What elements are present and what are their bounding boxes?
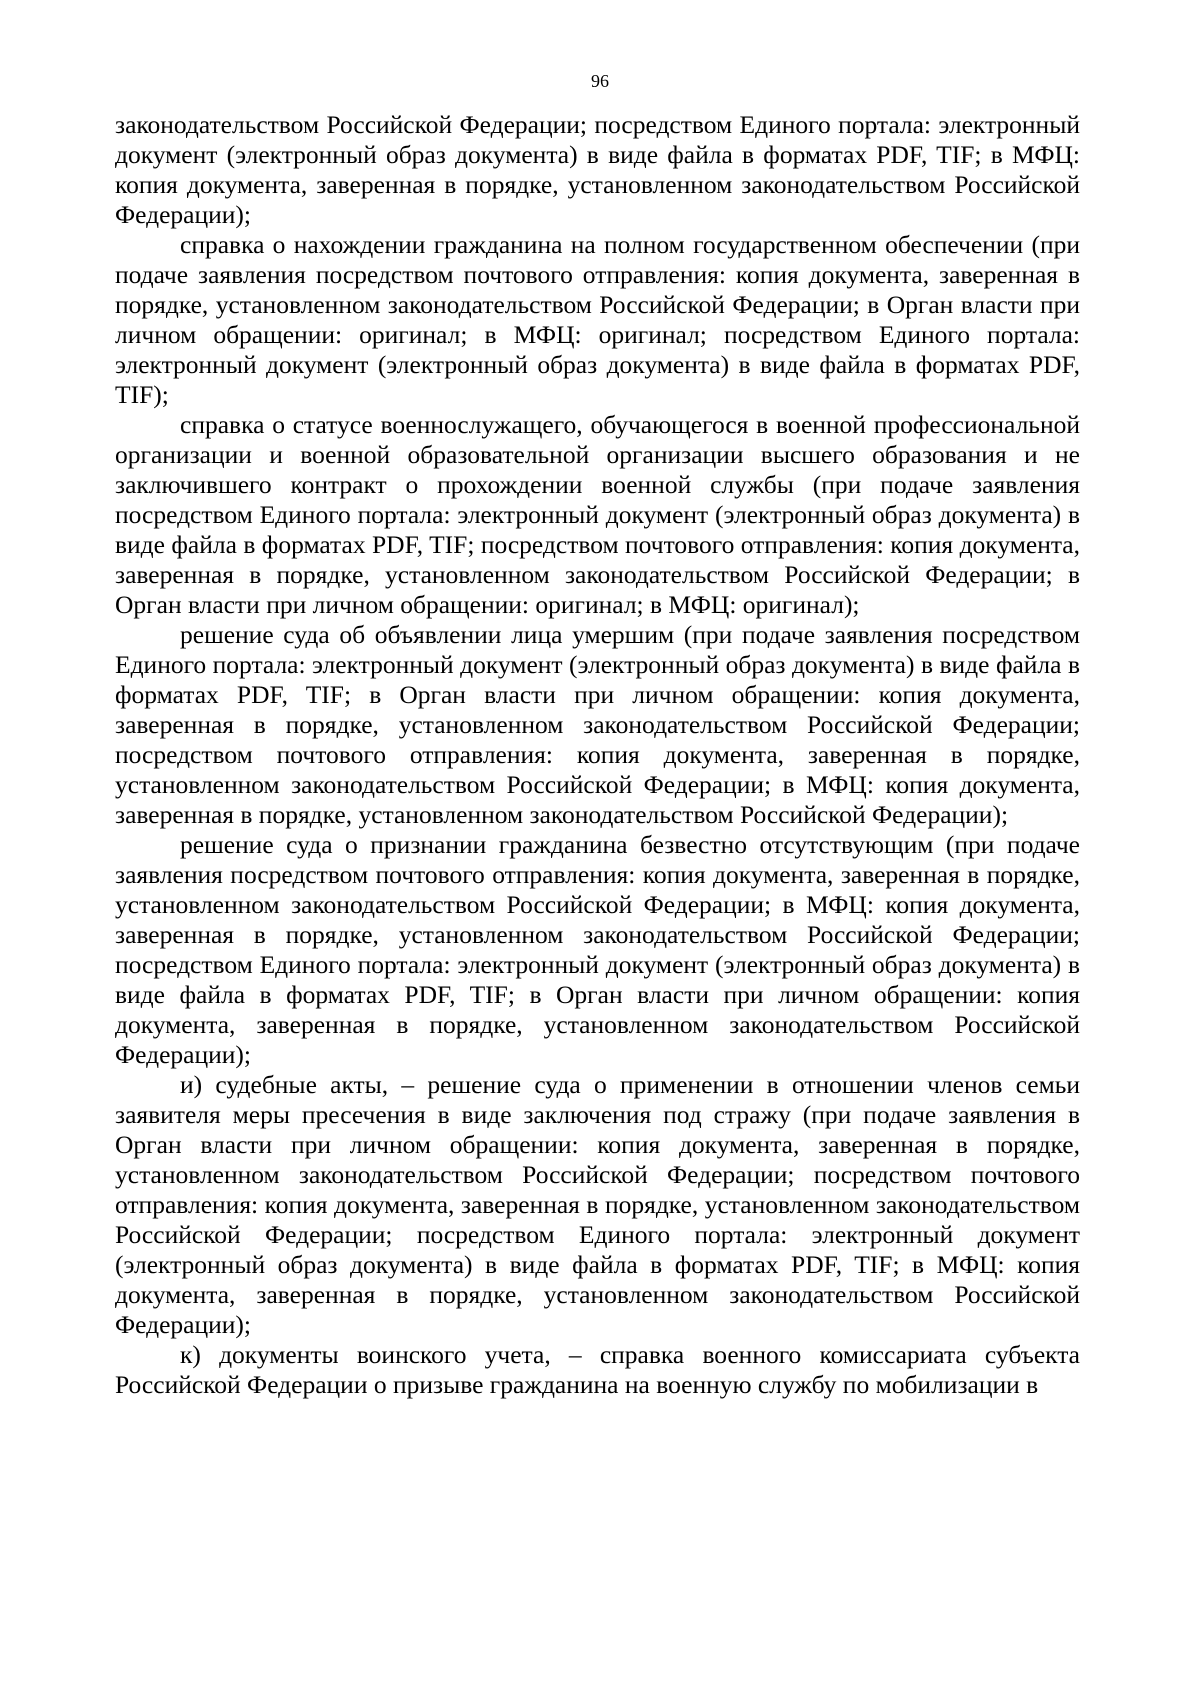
paragraph-item-k-military-records: к) документы воинского учета, – справка военного комиссариата субъекта Российской Федерации о призыве гражданина на военную службу по мобилизации в <box>115 1340 1080 1399</box>
paragraph-court-decision-deceased: решение суда об объявлении лица умершим (при подаче заявления посредством Единого портала: электронный документ (электронный образ документа) в виде файла в форматах PDF, TIF; в Орган власти при личном обращении: копия документа, заверенная в порядке, установленном законодательством Российской Федерации; посредством почтового отправления: копия документа, заверенная в порядке, установленном законодательством Российской Федерации; в МФЦ: копия документа, заверенная в порядке, установленном законодательством Российской Федерации); <box>115 620 1080 829</box>
paragraph-state-support-certificate: справка о нахождении гражданина на полном государственном обеспечении (при подаче заявления посредством почтового отправления: копия документа, заверенная в порядке, установленном законодательством Российской Федерации; в Орган власти при личном обращении: оригинал; в МФЦ: оригинал; посредством Единого портала: электронный документ (электронный образ документа) в виде файла в форматах PDF, TIF); <box>115 230 1080 409</box>
paragraph-continuation: законодательством Российской Федерации; посредством Единого портала: электронный документ (электронный образ документа) в виде файла в форматах PDF, TIF; в МФЦ: копия документа, заверенная в порядке, установленном законодательством Российской Федерации); <box>115 110 1080 229</box>
page-number: 96 <box>591 71 609 91</box>
paragraph-item-i-court-acts: и) судебные акты, – решение суда о применении в отношении членов семьи заявителя меры пресечения в виде заключения под стражу (при подаче заявления в Орган власти при личном обращении: копия документа, заверенная в порядке, установленном законодательством Российской Федерации; посредством почтового отправления: копия документа, заверенная в порядке, установленном законодательством Российской Федерации; посредством Единого портала: электронный документ (электронный образ документа) в виде файла в форматах PDF, TIF; в МФЦ: копия документа, заверенная в порядке, установленном законодательством Российской Федерации); <box>115 1070 1080 1339</box>
document-body <box>115 110 1080 1400</box>
paragraph-court-decision-missing: решение суда о признании гражданина безвестно отсутствующим (при подаче заявления посредством почтового отправления: копия документа, заверенная в порядке, установленном законодательством Российской Федерации; в МФЦ: копия документа, заверенная в порядке, установленном законодательством Российской Федерации; посредством Единого портала: электронный документ (электронный образ документа) в виде файла в форматах PDF, TIF; в Орган власти при личном обращении: копия документа, заверенная в порядке, установленном законодательством Российской Федерации); <box>115 830 1080 1069</box>
paragraph-military-student-certificate: справка о статусе военнослужащего, обучающегося в военной профессиональной организации и военной образовательной организации высшего образования и не заключившего контракт о прохождении военной службы (при подаче заявления посредством Единого портала: электронный документ (электронный образ документа) в виде файла в форматах PDF, TIF; посредством почтового отправления: копия документа, заверенная в порядке, установленном законодательством Российской Федерации; в Орган власти при личном обращении: оригинал; в МФЦ: оригинал); <box>115 410 1080 619</box>
